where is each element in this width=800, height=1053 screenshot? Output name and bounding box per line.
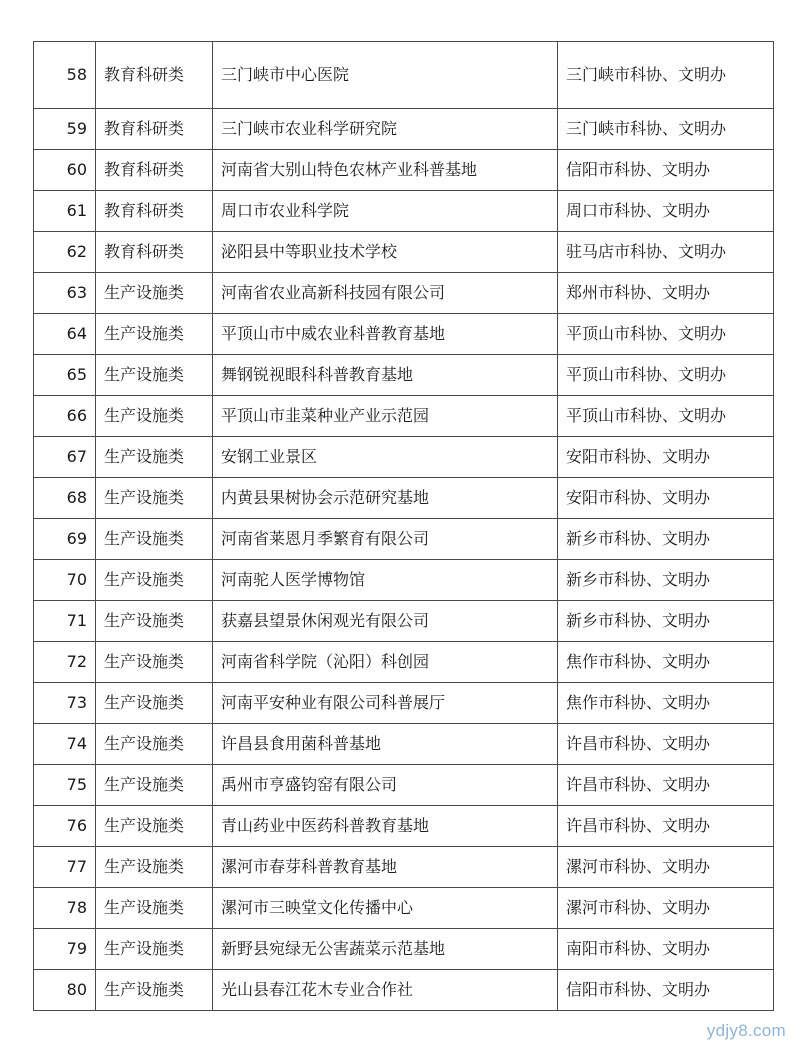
table-row [34, 765, 774, 806]
base-name-cell: 三门峡市农业科学研究院 [213, 109, 558, 150]
recommending-org-cell: 安阳市科协、文明办 [558, 437, 774, 478]
table-row [34, 396, 774, 437]
table-row [34, 519, 774, 560]
table-row [34, 355, 774, 396]
category-cell: 生产设施类 [96, 929, 213, 970]
table-row [34, 642, 774, 683]
table-row [34, 191, 774, 232]
row-number-cell: 72 [34, 642, 96, 683]
row-number-cell: 75 [34, 765, 96, 806]
row-number-cell: 74 [34, 724, 96, 765]
table-row [34, 970, 774, 1011]
table-row [34, 683, 774, 724]
category-cell: 教育科研类 [96, 232, 213, 273]
recommending-org-cell: 郑州市科协、文明办 [558, 273, 774, 314]
table-row [34, 560, 774, 601]
category-cell: 生产设施类 [96, 560, 213, 601]
row-number-cell: 67 [34, 437, 96, 478]
recommending-org-cell: 平顶山市科协、文明办 [558, 355, 774, 396]
base-name-cell: 河南省莱恩月季繁育有限公司 [213, 519, 558, 560]
recommending-org-cell: 漯河市科协、文明办 [558, 847, 774, 888]
recommending-org-cell: 周口市科协、文明办 [558, 191, 774, 232]
base-name-cell: 河南驼人医学博物馆 [213, 560, 558, 601]
base-name-cell: 许昌县食用菌科普基地 [213, 724, 558, 765]
table-row [34, 724, 774, 765]
table-row [34, 806, 774, 847]
recommending-org-cell: 信阳市科协、文明办 [558, 970, 774, 1011]
row-number-cell: 59 [34, 109, 96, 150]
recommending-org-cell: 漯河市科协、文明办 [558, 888, 774, 929]
table-row [34, 847, 774, 888]
category-cell: 生产设施类 [96, 519, 213, 560]
row-number-cell: 61 [34, 191, 96, 232]
science-base-table [33, 41, 774, 1011]
category-cell: 生产设施类 [96, 765, 213, 806]
table-row [34, 929, 774, 970]
row-number-cell: 70 [34, 560, 96, 601]
recommending-org-cell: 新乡市科协、文明办 [558, 601, 774, 642]
recommending-org-cell: 三门峡市科协、文明办 [558, 42, 774, 109]
category-cell: 教育科研类 [96, 150, 213, 191]
category-cell: 生产设施类 [96, 806, 213, 847]
category-cell: 生产设施类 [96, 355, 213, 396]
table-row [34, 601, 774, 642]
base-name-cell: 三门峡市中心医院 [213, 42, 558, 109]
recommending-org-cell: 许昌市科协、文明办 [558, 806, 774, 847]
category-cell: 生产设施类 [96, 437, 213, 478]
recommending-org-cell: 焦作市科协、文明办 [558, 642, 774, 683]
row-number-cell: 69 [34, 519, 96, 560]
table-row [34, 888, 774, 929]
recommending-org-cell: 安阳市科协、文明办 [558, 478, 774, 519]
base-name-cell: 舞钢锐视眼科科普教育基地 [213, 355, 558, 396]
table-row [34, 109, 774, 150]
table-row [34, 150, 774, 191]
row-number-cell: 66 [34, 396, 96, 437]
row-number-cell: 76 [34, 806, 96, 847]
category-cell: 生产设施类 [96, 642, 213, 683]
base-name-cell: 漯河市三映堂文化传播中心 [213, 888, 558, 929]
table-row [34, 314, 774, 355]
base-name-cell: 河南省科学院（沁阳）科创园 [213, 642, 558, 683]
row-number-cell: 77 [34, 847, 96, 888]
row-number-cell: 79 [34, 929, 96, 970]
recommending-org-cell: 驻马店市科协、文明办 [558, 232, 774, 273]
recommending-org-cell: 新乡市科协、文明办 [558, 560, 774, 601]
row-number-cell: 80 [34, 970, 96, 1011]
table-row [34, 273, 774, 314]
category-cell: 生产设施类 [96, 724, 213, 765]
row-number-cell: 63 [34, 273, 96, 314]
base-name-cell: 新野县宛绿无公害蔬菜示范基地 [213, 929, 558, 970]
base-name-cell: 安钢工业景区 [213, 437, 558, 478]
table-row [34, 437, 774, 478]
category-cell: 生产设施类 [96, 888, 213, 929]
row-number-cell: 68 [34, 478, 96, 519]
base-name-cell: 河南省大别山特色农林产业科普基地 [213, 150, 558, 191]
base-name-cell: 光山县春江花木专业合作社 [213, 970, 558, 1011]
recommending-org-cell: 平顶山市科协、文明办 [558, 396, 774, 437]
category-cell: 教育科研类 [96, 109, 213, 150]
category-cell: 生产设施类 [96, 273, 213, 314]
base-name-cell: 青山药业中医药科普教育基地 [213, 806, 558, 847]
category-cell: 教育科研类 [96, 191, 213, 232]
category-cell: 生产设施类 [96, 396, 213, 437]
row-number-cell: 62 [34, 232, 96, 273]
category-cell: 生产设施类 [96, 970, 213, 1011]
base-name-cell: 河南平安种业有限公司科普展厅 [213, 683, 558, 724]
category-cell: 生产设施类 [96, 478, 213, 519]
category-cell: 生产设施类 [96, 847, 213, 888]
row-number-cell: 64 [34, 314, 96, 355]
recommending-org-cell: 新乡市科协、文明办 [558, 519, 774, 560]
row-number-cell: 78 [34, 888, 96, 929]
base-name-cell: 漯河市春芽科普教育基地 [213, 847, 558, 888]
recommending-org-cell: 南阳市科协、文明办 [558, 929, 774, 970]
recommending-org-cell: 三门峡市科协、文明办 [558, 109, 774, 150]
base-name-cell: 禹州市亨盛钧窑有限公司 [213, 765, 558, 806]
row-number-cell: 58 [34, 42, 96, 109]
row-number-cell: 71 [34, 601, 96, 642]
table-row [34, 478, 774, 519]
category-cell: 生产设施类 [96, 314, 213, 355]
table-row [34, 42, 774, 109]
base-name-cell: 获嘉县望景休闲观光有限公司 [213, 601, 558, 642]
table-body [34, 42, 774, 1011]
recommending-org-cell: 许昌市科协、文明办 [558, 724, 774, 765]
base-name-cell: 河南省农业高新科技园有限公司 [213, 273, 558, 314]
row-number-cell: 60 [34, 150, 96, 191]
recommending-org-cell: 平顶山市科协、文明办 [558, 314, 774, 355]
row-number-cell: 73 [34, 683, 96, 724]
row-number-cell: 65 [34, 355, 96, 396]
category-cell: 生产设施类 [96, 683, 213, 724]
base-name-cell: 平顶山市韭菜种业产业示范园 [213, 396, 558, 437]
base-name-cell: 内黄县果树协会示范研究基地 [213, 478, 558, 519]
category-cell: 生产设施类 [96, 601, 213, 642]
base-name-cell: 泌阳县中等职业技术学校 [213, 232, 558, 273]
watermark-text: ydjy8.com [706, 1021, 786, 1040]
table-row [34, 232, 774, 273]
base-name-cell: 平顶山市中威农业科普教育基地 [213, 314, 558, 355]
recommending-org-cell: 焦作市科协、文明办 [558, 683, 774, 724]
recommending-org-cell: 信阳市科协、文明办 [558, 150, 774, 191]
recommending-org-cell: 许昌市科协、文明办 [558, 765, 774, 806]
category-cell: 教育科研类 [96, 42, 213, 109]
base-name-cell: 周口市农业科学院 [213, 191, 558, 232]
